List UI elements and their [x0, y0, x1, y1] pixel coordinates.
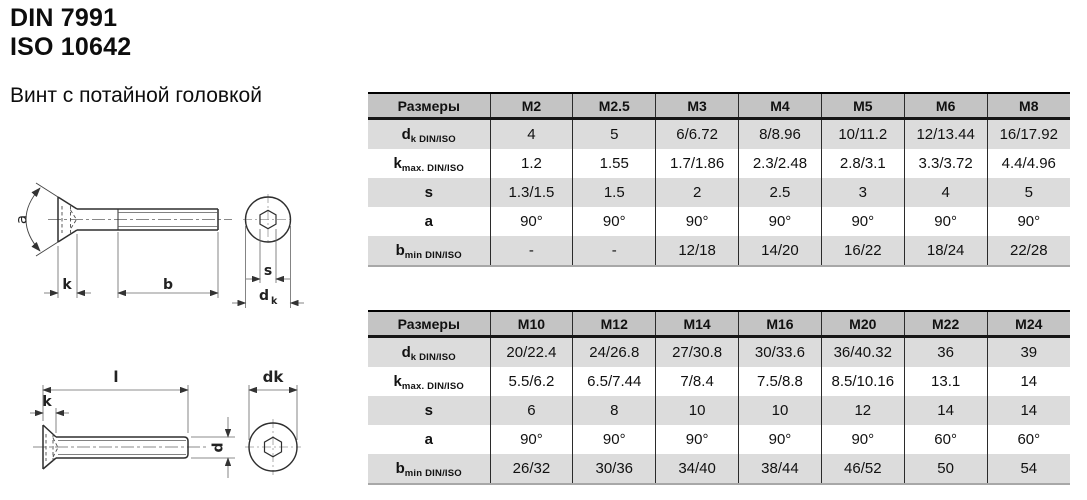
spec-value-cell: 30/36: [573, 454, 656, 484]
table-row: [368, 396, 1070, 425]
spec-value-cell: 10: [656, 396, 739, 425]
row-label-main: s: [424, 184, 433, 201]
technical-drawing-top: [0, 150, 340, 312]
spec-value-cell: 30/33.6: [739, 337, 822, 368]
dimensions-table-m2-m8: [368, 92, 1070, 267]
column-header: M8: [987, 93, 1070, 119]
spec-value-cell: 12/18: [656, 236, 739, 266]
diameter-label: d: [210, 442, 227, 453]
row-label-main: b: [395, 460, 405, 477]
length-dimension: [43, 385, 188, 433]
head-diameter-label-main: d: [258, 288, 270, 304]
spec-value-cell: 16/17.92: [987, 119, 1070, 150]
spec-value-cell: 24/26.8: [573, 337, 656, 368]
spec-value-cell: 3.3/3.72: [904, 149, 987, 178]
thread-lines: [58, 441, 186, 455]
column-header: M14: [656, 311, 739, 337]
screw-end-view: [243, 194, 293, 245]
row-label-subscript: max. DIN/ISO: [401, 381, 464, 392]
spec-value-cell: 1.55: [573, 149, 656, 178]
table-row: [368, 236, 1070, 266]
spec-value-cell: 90°: [987, 207, 1070, 236]
spec-value-cell: 13.1: [904, 367, 987, 396]
spec-value-cell: 90°: [904, 207, 987, 236]
spec-value-cell: 90°: [573, 207, 656, 236]
spec-value-cell: 6.5/7.44: [573, 367, 656, 396]
technical-drawing-bottom: [0, 335, 340, 500]
row-label-subscript: k DIN/ISO: [410, 134, 456, 145]
table-row: [368, 454, 1070, 484]
standard-titles: [10, 4, 131, 62]
table-header-row: [368, 93, 1070, 119]
spec-value-cell: 6/6.72: [656, 119, 739, 150]
spec-value-cell: 14: [987, 396, 1070, 425]
spec-value-cell: 8/8.96: [739, 119, 822, 150]
spec-value-cell: 7/8.4: [656, 367, 739, 396]
column-header: M10: [490, 311, 573, 337]
spec-value-cell: 10: [739, 396, 822, 425]
din-standard-title: DIN 7991: [10, 4, 118, 32]
spec-value-cell: 5: [573, 119, 656, 150]
spec-value-cell: 20/22.4: [490, 337, 573, 368]
spec-value-cell: 7.5/8.8: [739, 367, 822, 396]
product-name: Винт с потайной головкой: [10, 84, 262, 107]
spec-value-cell: 60°: [904, 425, 987, 454]
row-label: [368, 149, 490, 178]
row-label-main: b: [395, 242, 405, 259]
spec-value-cell: 38/44: [739, 454, 822, 484]
row-label-subscript: min DIN/ISO: [404, 250, 462, 261]
row-label-main: d: [401, 126, 411, 143]
row-label: [368, 337, 490, 368]
head-height-label: k: [42, 394, 52, 410]
spec-value-cell: 90°: [821, 425, 904, 454]
spec-value-cell: 90°: [739, 425, 822, 454]
column-header: M3: [656, 93, 739, 119]
column-header: M2.5: [573, 93, 656, 119]
table-row: [368, 119, 1070, 150]
spec-value-cell: 2.3/2.48: [739, 149, 822, 178]
spec-value-cell: 26/32: [490, 454, 573, 484]
spec-value-cell: 90°: [573, 425, 656, 454]
spec-value-cell: 90°: [490, 207, 573, 236]
spec-value-cell: 4: [490, 119, 573, 150]
spec-value-cell: 50: [904, 454, 987, 484]
spec-value-cell: 90°: [656, 425, 739, 454]
row-label: [368, 178, 490, 207]
spec-value-cell: -: [490, 236, 573, 266]
row-label-main: d: [401, 344, 411, 361]
spec-value-cell: 1.3/1.5: [490, 178, 573, 207]
column-header: M4: [739, 93, 822, 119]
row-label: [368, 236, 490, 266]
spec-value-cell: 22/28: [987, 236, 1070, 266]
table-row: [368, 178, 1070, 207]
row-label-main: k: [393, 373, 402, 390]
header-sizes-label: Размеры: [368, 311, 490, 337]
head-diameter-label-sub: k: [271, 296, 278, 307]
row-label-subscript: max. DIN/ISO: [401, 163, 464, 174]
row-label-main: a: [424, 431, 433, 448]
row-label: [368, 396, 490, 425]
row-label: [368, 207, 490, 236]
column-header: M5: [821, 93, 904, 119]
spec-value-cell: 2.8/3.1: [821, 149, 904, 178]
header-sizes-label: Размеры: [368, 93, 490, 119]
column-header: M16: [739, 311, 822, 337]
head-height-dimension: [30, 408, 69, 433]
length-label: l: [113, 368, 119, 386]
spec-value-cell: 16/22: [821, 236, 904, 266]
table-header-row: [368, 311, 1070, 337]
spec-value-cell: 12: [821, 396, 904, 425]
spec-value-cell: 34/40: [656, 454, 739, 484]
row-label-main: k: [393, 155, 402, 172]
spec-value-cell: 14: [904, 396, 987, 425]
row-label-main: a: [424, 213, 433, 230]
socket-size-label: s: [263, 263, 273, 279]
spec-value-cell: 3: [821, 178, 904, 207]
column-header: M22: [904, 311, 987, 337]
row-label: [368, 119, 490, 150]
spec-value-cell: 60°: [987, 425, 1070, 454]
spec-value-cell: 2: [656, 178, 739, 207]
spec-value-cell: 27/30.8: [656, 337, 739, 368]
spec-value-cell: 2.5: [739, 178, 822, 207]
column-header: M2: [490, 93, 573, 119]
spec-value-cell: 90°: [821, 207, 904, 236]
row-label-subscript: k DIN/ISO: [410, 352, 456, 363]
table-row: [368, 367, 1070, 396]
socket-hidden-lines: [46, 434, 58, 461]
spec-value-cell: -: [573, 236, 656, 266]
spec-value-cell: 4.4/4.96: [987, 149, 1070, 178]
spec-value-cell: 6: [490, 396, 573, 425]
spec-value-cell: 10/11.2: [821, 119, 904, 150]
spec-value-cell: 90°: [656, 207, 739, 236]
dimensions-table-m10-m24: [368, 310, 1070, 485]
table-row: [368, 149, 1070, 178]
screw-end-view: [245, 419, 301, 475]
spec-value-cell: 8.5/10.16: [821, 367, 904, 396]
spec-value-cell: 1.5: [573, 178, 656, 207]
spec-value-cell: 14/20: [739, 236, 822, 266]
table-row: [368, 207, 1070, 236]
spec-value-cell: 90°: [490, 425, 573, 454]
spec-value-cell: 90°: [739, 207, 822, 236]
row-label-main: s: [424, 402, 433, 419]
head-height-label: k: [62, 277, 72, 293]
table-row: [368, 425, 1070, 454]
column-header: M20: [821, 311, 904, 337]
iso-standard-title: ISO 10642: [10, 33, 132, 61]
table-row: [368, 337, 1070, 368]
row-label-subscript: min DIN/ISO: [404, 468, 462, 479]
spec-value-cell: 4: [904, 178, 987, 207]
row-label: [368, 425, 490, 454]
spec-value-cell: 1.7/1.86: [656, 149, 739, 178]
spec-value-cell: 5: [987, 178, 1070, 207]
spec-value-cell: 5.5/6.2: [490, 367, 573, 396]
spec-value-cell: 8: [573, 396, 656, 425]
column-header: M12: [573, 311, 656, 337]
spec-value-cell: 18/24: [904, 236, 987, 266]
row-label: [368, 454, 490, 484]
spec-value-cell: 36: [904, 337, 987, 368]
spec-value-cell: 54: [987, 454, 1070, 484]
spec-value-cell: 14: [987, 367, 1070, 396]
angle-label: a: [12, 214, 31, 225]
head-diameter-label: dk: [262, 368, 284, 386]
column-header: M6: [904, 93, 987, 119]
spec-value-cell: 39: [987, 337, 1070, 368]
spec-value-cell: 1.2: [490, 149, 573, 178]
spec-value-cell: 12/13.44: [904, 119, 987, 150]
thread-length-label: b: [162, 277, 174, 293]
row-label: [368, 367, 490, 396]
spec-value-cell: 36/40.32: [821, 337, 904, 368]
spec-value-cell: 46/52: [821, 454, 904, 484]
column-header: M24: [987, 311, 1070, 337]
